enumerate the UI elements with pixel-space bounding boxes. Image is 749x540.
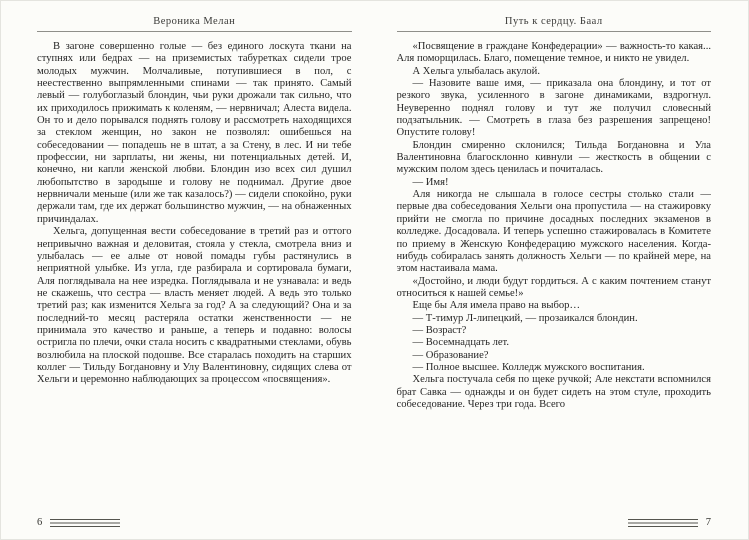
- header-rule: [397, 31, 712, 32]
- paragraph: «Достойно, и люди будут гордиться. А с каким почтением станут относиться к нашей семье!»: [396, 275, 711, 299]
- paragraph: Аля никогда не слышала в голосе сестры столько стали — первые два собеседования Хельги она пропустила — на стажировку прийти не смогла по причине досадных последних экзаменов в колледже. Досадовала. И теперь успешно стажировалась в Комитете по приему в Женскую Конфедерацию мужского населения. Когда-нибудь собиралась занять должность Хельги — по крайней мере, на этом настаивала мама.: [396, 189, 711, 275]
- running-head-author: Вероника Мелан: [153, 16, 236, 27]
- left-page: [1, 1, 375, 539]
- running-head-title: Путь к сердцу. Баал: [504, 16, 603, 27]
- right-page-text: [397, 41, 712, 505]
- paragraph: Еще бы Аля имела право на выбор…: [412, 300, 581, 312]
- page-number-right: 7: [705, 517, 711, 528]
- paragraph: — Возраст?: [412, 324, 467, 336]
- footer-rule-icon: [50, 519, 120, 527]
- paragraph: — Назовите ваше имя, — приказала она блондину, и тот от резкого звука, усиленного в загоне динамиками, вздрогнул. Неуверенно поднял голову и тут же получил словесный подзатыльник. — Смотреть в глаза без разрешения запрещено! Опустите голову!: [396, 78, 711, 139]
- right-page: [375, 1, 749, 539]
- left-page-text: [37, 41, 352, 505]
- paragraph: Блондин смиренно склонился; Тильда Богдановна и Ула Валентиновна благосклонно кивнули — жесткость в общении с мужским полом здесь ценилась и почиталась.: [396, 139, 711, 176]
- paragraph: — Имя!: [412, 176, 449, 188]
- paragraph: — Т-тимур Л-липецкий, — прозаикался блондин.: [412, 312, 638, 324]
- paragraph: А Хельга улыбалась акулой.: [412, 65, 540, 77]
- footer-rule-icon: [628, 519, 698, 527]
- paragraph: Хельга постучала себя по щеке ручкой; Але некстати вспомнился брат Савка — однажды и он будет сидеть на этом стуле, проходить собеседование. Через три года. Всего: [396, 374, 711, 410]
- paragraph: «Посвящение в граждане Конфедерации» — важность-то какая... Аля поморщилась. Благо, помещение темное, и никто не увидел.: [396, 41, 711, 65]
- paragraph: — Образование?: [412, 349, 489, 361]
- header-rule: [37, 31, 352, 32]
- right-page-footer: [397, 517, 712, 528]
- paragraph: Хельга, допущенная вести собеседование в третий раз и оттого непривычно важная и деловитая, стояла у стекла, смотрела вниз и улыбалась — ее алые от новой помады губы растянулись в неприятной улыбке. Из угла, где разбирала и сортировала бумаги, Аля поглядывала на нее изредка. Поглядывала и не узнавала: и ведь не скажешь, что сестра — власть меняет людей. А ведь это только третий раз; как изменится Хельга за год? А за следующий? Она и за последний-то месяц растеряла остатки женственности — не принимала это качество и раньше, а теперь и подавно: волосы остригла по плечи, очки стала носить с квадратными стеклами, обувь возлюбила на плоской подошве. Все старалась походить на старших коллег — Тильду Богдановну и Улу Валентиновну, сидящих слева от Хельги и церемонно наблюдающих за процессом «посвящения».: [37, 226, 352, 386]
- paragraph: В загоне совершенно голые — без единого лоскута ткани на ступнях или бедрах — на приземистых табуретках сидели трое молодых мужчин. Молчаливые, потупившиеся в пол, с неестественно выпрямленными спинами — так принято. Самый левый — голубоглазый блондин, чьи руки дрожали так сильно, что их приходилось прижимать к коленям, — нервничал; Алеста видела. Он то и дело порывался поднять голову и рассмотреть находящихся за стеклом женщин, но закон не позволял: ошибешься на собеседовании — попадешь не в штат, а за Стену, в лес. И ни тебе профессии, ни зарплаты, ни жены, ни потенциальных детей. И, конечно, ни капли женской любви. Блондин изо всех сил душил любопытство в зародыше и голову не поднимал. Другие двое нервничали меньше (или же так казалось?) — сидели спокойно, руки держали там, где их держат большинство мужчин, — на обнаженных причиндалах.: [37, 41, 352, 225]
- page-number-left: 6: [37, 517, 43, 528]
- paragraph: — Полное высшее. Колледж мужского воспитания.: [412, 361, 645, 373]
- paragraph: — Восемнадцать лет.: [412, 337, 510, 349]
- left-page-footer: [37, 517, 352, 528]
